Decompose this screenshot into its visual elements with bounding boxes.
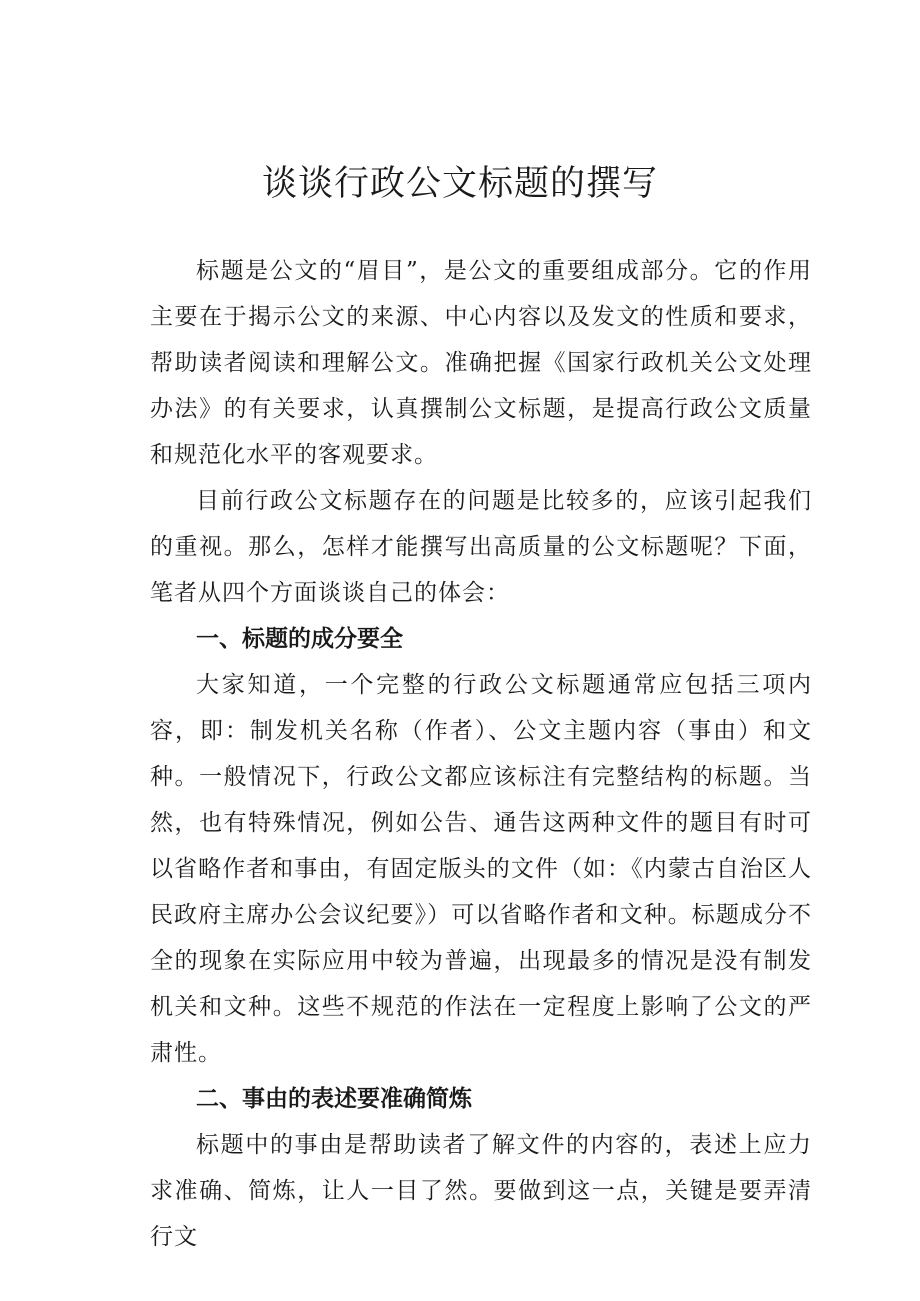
section-heading-1: 一、标题的成分要全 xyxy=(196,626,403,652)
document-title: 谈谈行政公文标题的撰写 xyxy=(261,164,658,204)
section-1-paragraph-1: 大家知道，一个完整的行政公文标题通常应包括三项内容，即：制发机关名称（作者）、公文主题内容（事由）和文种。一般情况下，行政公文都应该标注有完整结构的标题。当然，也有特殊情况，例如公告、通告这两种文件的题目有时可以省略作者和事由，有固定版头的文件（如：《内蒙古自治区人民政府主席办公会议纪要》）可以省略作者和文种。标题成分不全的现象在实际应用中较为普遍，出现最多的情况是没有制发机关和文种。这些不规范的作法在一定程度上影响了公文的严肃性。 xyxy=(150,672,812,1066)
intro-paragraph-2: 目前行政公文标题存在的问题是比较多的，应该引起我们的重视。那么，怎样才能撰写出高质量的公文标题呢？下面，笔者从四个方面谈谈自己的体会： xyxy=(150,488,812,606)
document-body xyxy=(150,248,812,1260)
intro-paragraph-1: 标题是公文的“眉目”，是公文的重要组成部分。它的作用主要在于揭示公文的来源、中心内容以及发文的性质和要求，帮助读者阅读和理解公文。准确把握《国家行政机关公文处理办法》的有关要求，认真撰制公文标题，是提高行政公文质量和规范化水平的客观要求。 xyxy=(150,258,812,468)
section-2-paragraph-1: 标题中的事由是帮助读者了解文件的内容的，表述上应力求准确、简炼，让人一目了然。要做到这一点，关键是要弄清行文 xyxy=(150,1132,812,1250)
section-heading-2: 二、事由的表述要准确简炼 xyxy=(196,1086,472,1112)
